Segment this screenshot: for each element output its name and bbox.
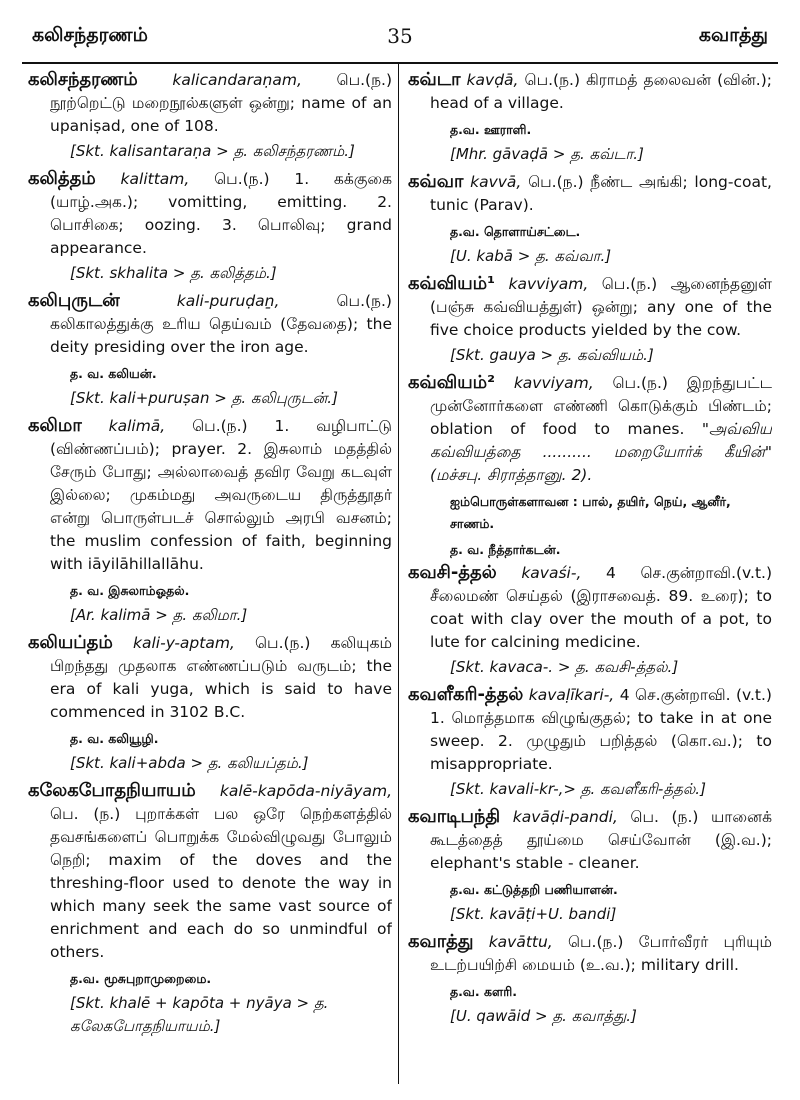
transliteration: kavviyam,	[513, 374, 594, 392]
transliteration: kavaśi-,	[521, 564, 582, 582]
dictionary-entry	[28, 779, 392, 964]
transliteration: kavvā,	[470, 173, 522, 191]
etymology: [Mhr. gāvaḍā > த. கவ்டா.]	[450, 145, 644, 163]
part-of-speech: பெ.(ந.)	[254, 634, 311, 652]
dictionary-entry	[408, 371, 772, 487]
etymology: [Skt. khalē + kapōta + nyāya > த. கலேகபோதநியாயம்.]	[70, 994, 329, 1035]
transliteration: kali-puruḍaṉ,	[176, 292, 280, 310]
headword: கவ்வியம்¹	[408, 273, 496, 294]
etymology: [Skt. kavāṭi+U. bandi]	[450, 905, 617, 923]
part-of-speech: பெ.(ந.)	[567, 933, 624, 951]
definition: நீண்ட அங்கி; long-coat, tunic (Parav).	[430, 173, 772, 214]
page-header	[22, 10, 778, 50]
left-column	[24, 68, 392, 1088]
dictionary-entry	[408, 561, 772, 654]
etymology: [Skt. skhalita > த. கலித்தம்.]	[70, 264, 277, 282]
usage-note: த.வ. தொளாய்சட்டை.	[450, 224, 581, 239]
running-head-left: கலிசந்தரணம்	[32, 24, 148, 46]
dictionary-entry	[28, 631, 392, 724]
part-of-speech: பெ.(ந.)	[192, 417, 248, 435]
etymology: [Skt. kali+puruṣan > த. கலிபுருடன்.]	[70, 389, 338, 407]
definition: சீலைமண் செய்தல் (இராசவைத். 89. உரை); to coat with clay over the mouth of a pot, to lute for calcining medicine.	[430, 587, 772, 651]
part-of-speech: பெ.(ந.)	[336, 292, 392, 310]
etymology: [Skt. gauya > த. கவ்வியம்.]	[450, 346, 654, 364]
part-of-speech: பெ.(ந.)	[612, 374, 668, 392]
dictionary-entry	[28, 68, 392, 138]
etymology: [Skt. kali+abda > த. கலியப்தம்.]	[70, 754, 309, 772]
definition: கலிகாலத்துக்கு உரிய தெய்வம் (தேவதை); the deity presiding over the iron age.	[50, 315, 392, 356]
dictionary-entry	[28, 289, 392, 359]
etymology: [Skt. kavali-kr-,> த. கவளீகரி-த்தல்.]	[450, 780, 706, 798]
headword: கவளீகரி-த்தல்	[408, 684, 524, 705]
definition: 1. மொத்தமாக விழுங்குதல்; to take in at one sweep. 2. முழுதும் பறித்தல் (கொ.வ.); to misappropriate.	[430, 709, 772, 773]
etymology: [U. kabā > த. கவ்வா.]	[450, 247, 612, 265]
transliteration: kalē-kapōda-niyāyam,	[219, 782, 392, 800]
definition: இறந்துபட்ட முன்னோர்களை எண்ணி கொடுக்கும் பிண்டம்; oblation of food to manes.	[430, 374, 772, 438]
transliteration: kalicandaraṇam,	[172, 71, 302, 89]
transliteration: kavḍā,	[466, 71, 519, 89]
transliteration: kalimā,	[108, 417, 166, 435]
definition: நூற்றெட்டு மறைநூல்களுள் ஒன்று; name of an upaniṣad, one of 108.	[50, 94, 392, 135]
headword: கவசி-த்தல்	[408, 562, 497, 583]
part-of-speech: பெ. (ந.)	[50, 805, 121, 823]
usage-note: த.வ. கட்டுத்தறி பணியாளன்.	[450, 882, 618, 897]
usage-note: த.வ. ஊராளி.	[450, 122, 532, 137]
definition: 1. கக்குகை (யாழ்.அக.); vomitting, emitting. 2. பொசிகை; oozing. 3. பொலிவு; grand appearance.	[50, 170, 392, 257]
definition: ஆனைந்தனுள் (பஞ்சு கவ்வியத்துள்) ஒன்று; any one of the five choice products yielded by the cow.	[430, 275, 772, 339]
usage-note: த.வ. களரி.	[450, 984, 517, 999]
headword: கவாடிபந்தி	[408, 806, 501, 827]
part-of-speech: பெ.(ந.)	[601, 275, 658, 293]
dictionary-entry	[28, 414, 392, 576]
part-of-speech: 4 செ.குன்றாவி. (v.t.)	[619, 686, 772, 704]
headword: கலேகபோதநியாயம்	[28, 780, 196, 801]
headword: கலியப்தம்	[28, 632, 113, 653]
headword: கவ்டா	[408, 69, 461, 90]
dictionary-entry	[408, 683, 772, 776]
headword: கவ்வியம்²	[408, 372, 496, 393]
transliteration: kavāḍi-pandi,	[512, 808, 618, 826]
definition: கிராமத் தலைவன் (வின்.); head of a village.	[430, 71, 772, 112]
headword: கலிபுருடன்	[28, 290, 120, 311]
etymology: [U. qawāid > த. கவாத்து.]	[450, 1007, 637, 1025]
headword: கலிமா	[28, 415, 82, 436]
headword: கவாத்து	[408, 931, 474, 952]
part-of-speech: 4 செ.குன்றாவி.(v.t.)	[606, 564, 772, 582]
definition: கலியுகம் பிறந்தது முதலாக எண்ணப்படும் வருடம்; the era of kali yuga, which is said to have commenced in 3102 B.C.	[50, 634, 392, 721]
dictionary-entry	[408, 68, 772, 115]
part-of-speech: பெ. (ந.)	[630, 808, 699, 826]
definition: போர்வீரர் புரியும் உடற்பயிற்சி மையம் (உ.வ.); military drill.	[430, 933, 772, 974]
transliteration: kavaḷīkari-,	[528, 686, 615, 704]
dictionary-entry	[408, 170, 772, 217]
usage-note: த. வ. நீத்தார்கடன்.	[450, 542, 561, 557]
definition: புறாக்கள் பல ஒரே நெற்களத்தில் தவசங்களைப் பொறுக்க மேல்விழுவது போலும் நெறி; maxim of the doves and the threshing-floor used to denote the way in which many seek the same vast source of enrichment and each do so unmindful of others.	[50, 805, 392, 961]
transliteration: kalittam,	[120, 170, 190, 188]
dictionary-entry	[408, 930, 772, 977]
usage-note: ஐம்பொருள்களாவன : பால், தயிர், நெய், ஆனீர், சாணம்.	[450, 494, 731, 531]
header-rule	[22, 62, 778, 64]
dictionary-entry	[408, 805, 772, 875]
usage-note: த.வ. மூசுபுறாமுறைமை.	[70, 971, 212, 986]
headword: கவ்வா	[408, 171, 464, 192]
usage-note: த. வ. கலியன்.	[70, 366, 157, 381]
etymology: [Skt. kalisantaraṇa > த. கலிசந்தரணம்.]	[70, 142, 355, 160]
transliteration: kavviyam,	[508, 275, 589, 293]
dictionary-entry	[408, 272, 772, 342]
usage-note: த. வ. கலியூழி.	[70, 731, 159, 746]
definition: 1. வழிபாட்டு (விண்ணப்பம்); prayer. 2. இசுலாம் மதத்தில் சேரும் போது; அல்லாவைத் தவிர வேறு கடவுள் இல்லை; முகம்மது அவருடைய திருத்தூதர் என்று பொருள்படச் சொல்லும் அரபி வசனம்; the muslim confession of faith, beginning with iāyilāhillallāhu.	[50, 417, 392, 573]
part-of-speech: பெ.(ந.)	[528, 173, 584, 191]
citation-quote: "அவ்விய கவ்வியத்தை .......... மறையோர்க் கீயின்" (மச்சபு. சிராத்தானு. 2).	[430, 420, 772, 484]
transliteration: kavāttu,	[488, 933, 553, 951]
part-of-speech: பெ.(ந.)	[214, 170, 270, 188]
headword: கலித்தம்	[28, 168, 96, 189]
column-divider	[398, 64, 399, 1084]
definition: யானைக் கூடத்தைத் தூய்மை செய்வோன் (இ.வ.); elephant's stable - cleaner.	[430, 808, 772, 872]
etymology: [Ar. kalimā > த. கலிமா.]	[70, 606, 248, 624]
usage-note: த. வ. இசுலாம்ஓதல்.	[70, 583, 190, 598]
dictionary-entry	[28, 167, 392, 260]
etymology: [Skt. kavaca-. > த. கவசி-த்தல்.]	[450, 658, 679, 676]
transliteration: kali-y-aptam,	[133, 634, 235, 652]
headword: கலிசந்தரணம்	[28, 69, 138, 90]
right-column	[404, 68, 772, 1088]
page-number: 35	[387, 24, 413, 48]
running-head-right: கவாத்து	[698, 24, 768, 46]
part-of-speech: பெ.(ந.)	[336, 71, 392, 89]
part-of-speech: பெ.(ந.)	[524, 71, 581, 89]
